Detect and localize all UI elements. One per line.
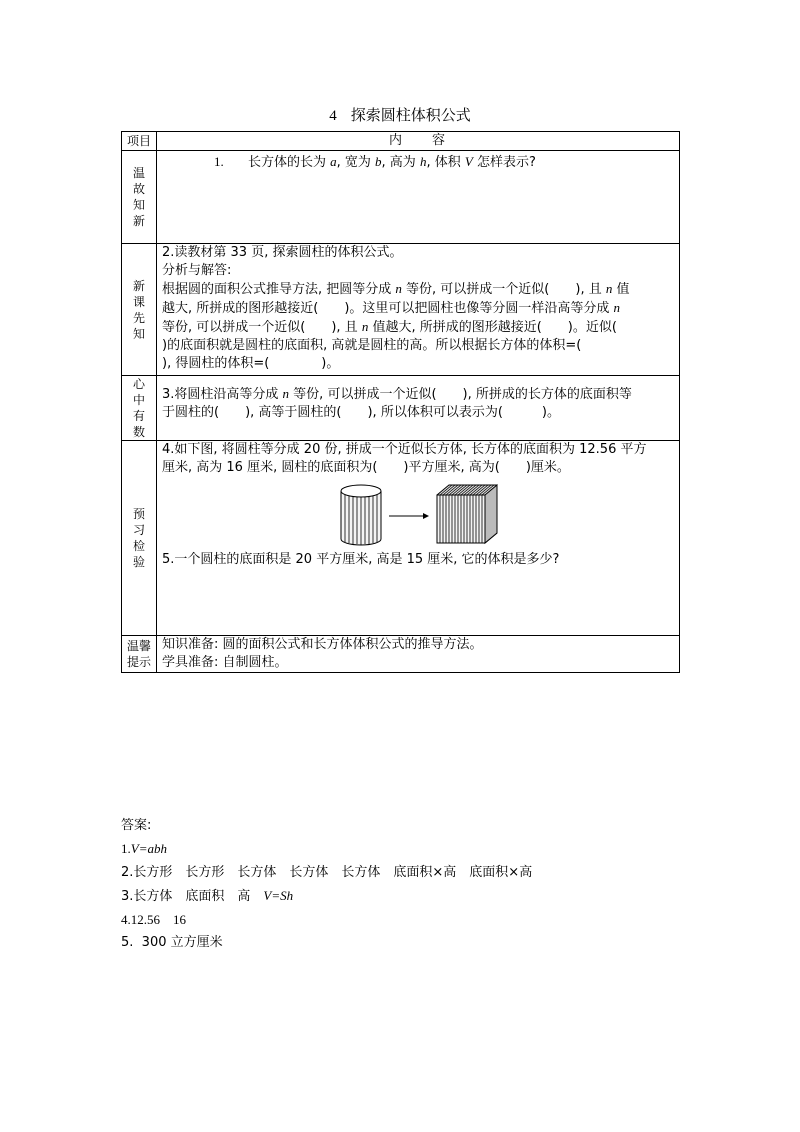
answer-5: 5. 300 立方厘米	[121, 935, 223, 950]
worksheet-table	[121, 131, 680, 673]
section-label: 心中有数	[122, 376, 157, 441]
q4-line: 4.如下图, 将圆柱等分成 20 份, 拼成一个近似长方体, 长方体的底面积为 12.56 平方	[162, 442, 647, 457]
cylinder-to-cuboid-figure	[339, 483, 499, 547]
row-review-content	[157, 151, 680, 244]
title-number: 4	[329, 108, 337, 124]
answer-2: 2.长方形 长方形 长方体 长方体 长方体 底面积×高 底面积×高	[121, 865, 533, 880]
arrow-shape	[389, 513, 429, 519]
q2-line: 越大, 所拼成的图形越接近( )。这里可以把圆柱也像等分圆一样沿高等分成 n	[162, 300, 621, 316]
section-label: 新课先知	[122, 244, 157, 376]
answer-3: 3.长方体 底面积 高 V=Sh	[121, 888, 294, 904]
cuboid-shape	[437, 485, 497, 543]
q4-line: 厘米, 高为 16 厘米, 圆柱的底面积为( )平方厘米, 高为( )厘米。	[162, 460, 570, 475]
tips-content	[157, 636, 680, 673]
row-tips	[122, 636, 680, 673]
question-5: 5.一个圆柱的底面积是 20 平方厘米, 高是 15 厘米, 它的体积是多少?	[162, 552, 560, 567]
row-review	[122, 151, 680, 244]
q3-line: 于圆柱的( ), 高等于圆柱的( ), 所以体积可以表示为( )。	[162, 405, 560, 420]
section-label: 温馨提示	[122, 636, 157, 673]
header-content-b: 容	[432, 133, 448, 148]
header-content	[157, 132, 680, 151]
row-check-content	[157, 441, 680, 636]
q2-line: 2.读教材第 33 页, 探索圆柱的体积公式。	[162, 245, 403, 260]
q2-line: 等份, 可以拼成一个近似( ), 且 n 值越大, 所拼成的图形越接近( )。近似(	[162, 319, 617, 335]
table-header-row	[122, 132, 680, 151]
row-preview	[122, 244, 680, 376]
question-1: 1. 长方体的长为 a, 宽为 b, 高为 h, 体积 V 怎样表示?	[214, 154, 536, 170]
title-text: 探索圆柱体积公式	[350, 106, 471, 124]
header-content-a: 内	[388, 133, 404, 148]
tips-line: 知识准备: 圆的面积公式和长方体体积公式的推导方法。	[162, 637, 483, 652]
row-mindset	[122, 376, 680, 441]
q2-line: )的底面积就是圆柱的底面积, 高就是圆柱的高。所以根据长方体的体积=(	[162, 338, 582, 353]
q2-line: 根据圆的面积公式推导方法, 把圆等分成 n 等份, 可以拼成一个近似( ), 且 n 值	[162, 281, 630, 297]
section-label: 预习检验	[122, 441, 157, 636]
q3-line: 3.将圆柱沿高等分成 n 等份, 可以拼成一个近似( ), 所拼成的长方体的底面积等	[162, 386, 632, 402]
answers-heading: 答案:	[121, 818, 152, 833]
page-title	[0, 104, 800, 125]
q2-line: 分析与解答:	[162, 263, 232, 278]
tips-line: 学具准备: 自制圆柱。	[162, 655, 288, 670]
q2-line: ), 得圆柱的体积=( )。	[162, 356, 340, 371]
section-label: 温故知新	[122, 151, 157, 244]
question-2	[157, 244, 680, 376]
question-3	[157, 376, 680, 441]
cylinder-shape	[341, 485, 381, 545]
header-item: 项目	[122, 132, 157, 151]
answers-section	[121, 814, 532, 954]
answer-4: 4.12.56 16	[121, 912, 187, 927]
answer-1: 1.V=abh	[121, 841, 167, 856]
row-check	[122, 441, 680, 636]
